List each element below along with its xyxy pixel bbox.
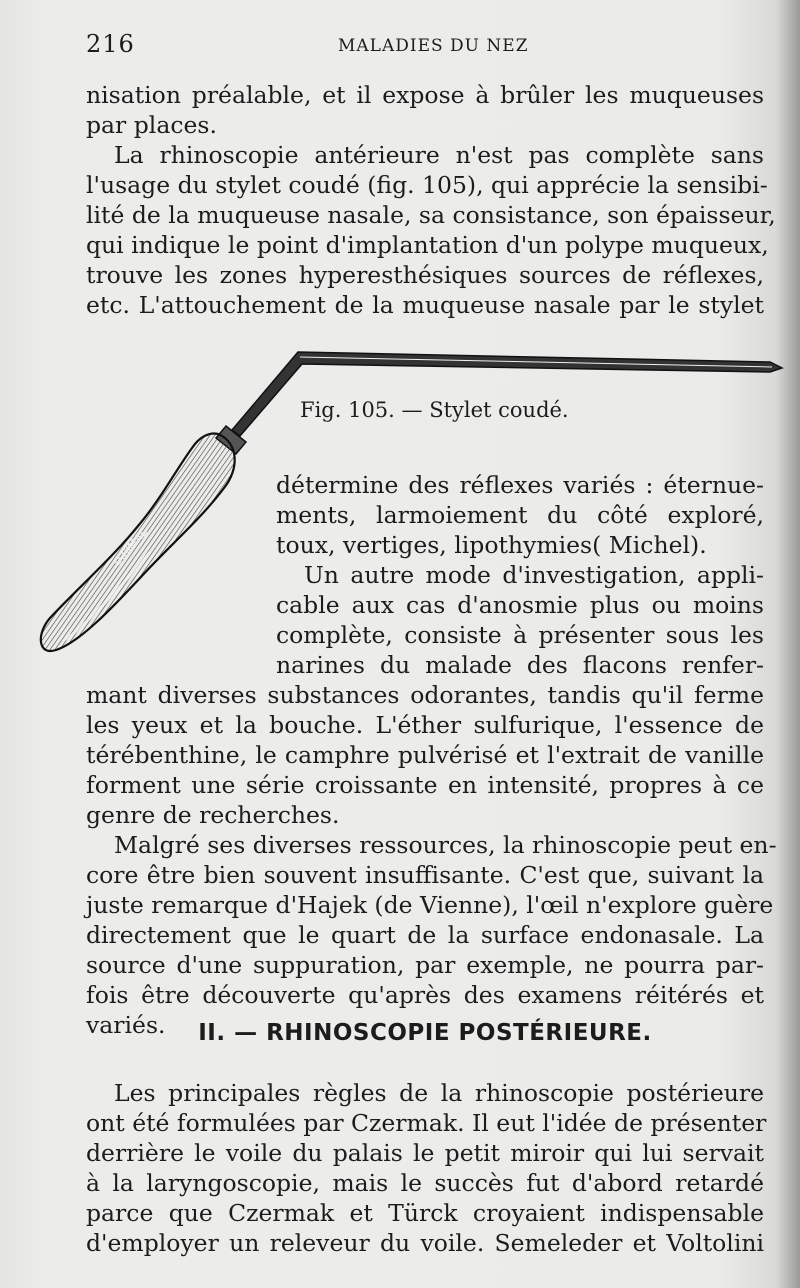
text-line: Un autre mode d'investigation, appli-: [304, 561, 764, 589]
text-line: variés.: [86, 1011, 166, 1039]
text-line: l'usage du stylet coudé (fig. 105), qui apprécie la sensibi-: [86, 171, 768, 199]
text-line: cable aux cas d'anosmie plus ou moins: [276, 591, 764, 619]
text-line: source d'une suppuration, par exemple, ne pourra par-: [86, 951, 764, 979]
text-line: térébenthine, le camphre pulvérisé et l'extrait de vanille: [86, 741, 764, 769]
section-title: II. — RHINOSCOPIE POSTÉRIEURE.: [198, 1020, 652, 1046]
text-line: trouve les zones hyperesthésiques sources de réflexes,: [86, 261, 764, 289]
figure-caption: Fig. 105. — Stylet coudé.: [300, 398, 569, 422]
running-head: MALADIES DU NEZ: [338, 36, 529, 56]
text-line: La rhinoscopie antérieure n'est pas complète sans: [114, 141, 764, 169]
text-line: juste remarque d'Hajek (de Vienne), l'œil n'explore guère: [86, 891, 774, 919]
text-line: les yeux et la bouche. L'éther sulfurique, l'essence de: [86, 711, 764, 739]
text-line: forment une série croissante en intensité, propres à ce: [86, 771, 764, 799]
text-line: complète, consiste à présenter sous les: [276, 621, 764, 649]
text-line: nisation préalable, et il expose à brûler les muqueuses: [86, 81, 764, 109]
page-number: 216: [86, 30, 135, 58]
handle-engraving: D.SIMAL: [111, 526, 151, 569]
text-line: Les principales règles de la rhinoscopie postérieure: [114, 1079, 764, 1107]
text-line: etc. L'attouchement de la muqueuse nasale par le stylet: [86, 291, 764, 319]
text-line: par places.: [86, 111, 217, 139]
text-line: à la laryngoscopie, mais le succès fut d'abord retardé: [86, 1169, 764, 1197]
text-line: toux, vertiges, lipothymies( Michel).: [276, 531, 707, 559]
text-line: lité de la muqueuse nasale, sa consistance, son épaisseur,: [86, 201, 776, 229]
text-line: directement que le quart de la surface endonasale. La: [86, 921, 764, 949]
text-line: narines du malade des flacons renfer-: [276, 651, 764, 679]
text-line: détermine des réflexes variés : éternue-: [276, 471, 764, 499]
text-line: core être bien souvent insuffisante. C'est que, suivant la: [86, 861, 764, 889]
text-line: derrière le voile du palais le petit miroir qui lui servait: [86, 1139, 764, 1167]
text-line: genre de recherches.: [86, 801, 340, 829]
text-line: fois être découverte qu'après des examens réitérés et: [86, 981, 764, 1009]
text-line: ont été formulées par Czermak. Il eut l'idée de présenter: [86, 1109, 767, 1137]
text-line: d'employer un releveur du voile. Semeleder et Voltolini: [86, 1229, 764, 1257]
text-line: Malgré ses diverses ressources, la rhinoscopie peut en-: [114, 831, 777, 859]
text-line: ments, larmoiement du côté exploré,: [276, 501, 764, 529]
text-line: parce que Czermak et Türck croyaient indispensable: [86, 1199, 764, 1227]
page-header: [86, 30, 766, 64]
text-line: qui indique le point d'implantation d'un polype muqueux,: [86, 231, 769, 259]
text-line: mant diverses substances odorantes, tandis qu'il ferme: [86, 681, 764, 709]
